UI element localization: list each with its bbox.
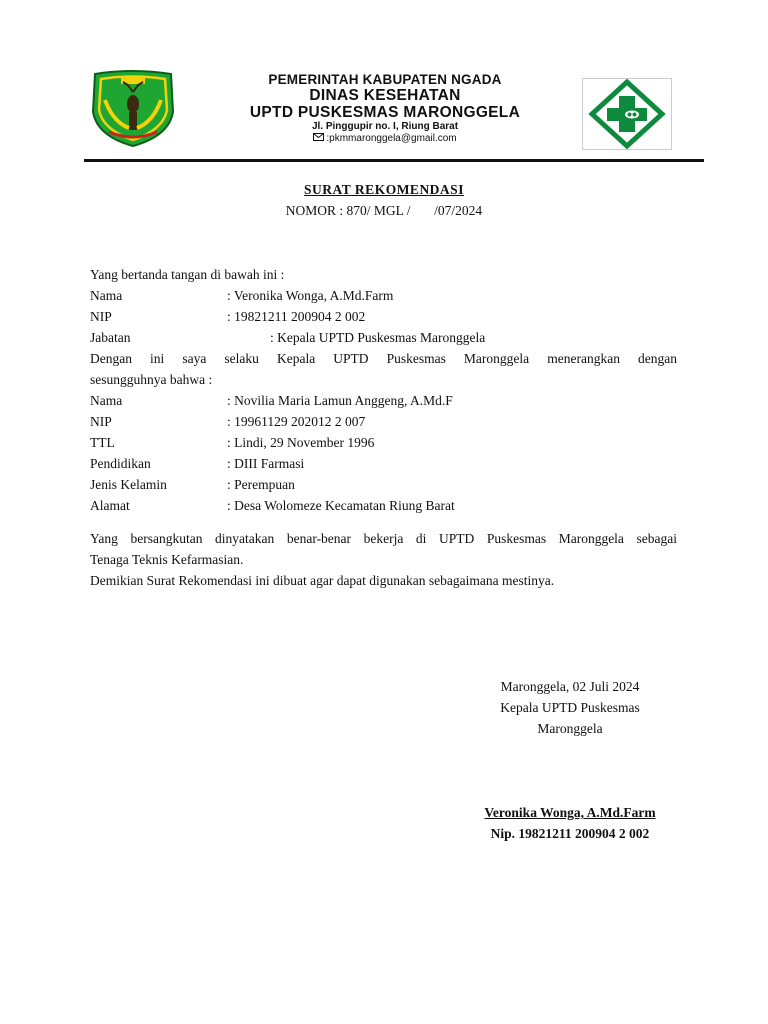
signer-name-label: Nama (90, 288, 123, 303)
regency-crest-icon (89, 70, 177, 148)
statement-line-2: sesungguhnya bahwa : (90, 372, 213, 387)
document-number: NOMOR : 870/ MGL / /07/2024 (285, 203, 483, 218)
signer-position-label: Jabatan (90, 330, 131, 345)
intro-text: Yang bertanda tangan di bawah ini : (90, 267, 285, 282)
letterhead-email: :pkmmaronggela@gmail.com (326, 133, 457, 144)
subject-address-value: : Desa Wolomeze Kecamatan Riung Barat (227, 498, 455, 513)
signature-name: Veronika Wonga, A.Md.Farm (484, 805, 656, 820)
letterhead-government: PEMERINTAH KABUPATEN NGADA (268, 72, 502, 87)
letterhead-institution: UPTD PUSKESMAS MARONGGELA (249, 104, 521, 121)
subject-name-label: Nama (90, 393, 123, 408)
subject-name-value: : Novilia Maria Lamun Anggeng, A.Md.F (227, 393, 453, 408)
subject-education-value: : DIII Farmasi (227, 456, 305, 471)
subject-gender-label: Jenis Kelamin (90, 477, 167, 492)
signature-place-date: Maronggela, 02 Juli 2024 (500, 679, 640, 694)
closing-line-1: Yang bersangkutan dinyatakan benar-benar bekerja di UPTD Puskesmas Maronggela sebagai (90, 531, 677, 546)
letterhead-email-row (180, 133, 590, 145)
closing-line-2: Tenaga Teknis Kefarmasian. (90, 552, 244, 567)
closing-line-3: Demikian Surat Rekomendasi ini dibuat agar dapat digunakan sebagaimana mestinya. (90, 573, 555, 588)
puskesmas-logo-icon (582, 78, 672, 150)
subject-ttl-label: TTL (90, 435, 115, 450)
signature-position-line-1: Kepala UPTD Puskesmas (500, 700, 640, 715)
signer-name-value: : Veronika Wonga, A.Md.Farm (227, 288, 394, 303)
subject-ttl-value: : Lindi, 29 November 1996 (227, 435, 375, 450)
subject-address-label: Alamat (90, 498, 130, 513)
signature-nip: Nip. 19821211 200904 2 002 (490, 826, 650, 841)
signer-nip-value: : 19821211 200904 2 002 (227, 309, 366, 324)
document-title: SURAT REKOMENDASI (304, 182, 464, 197)
letterhead-divider (84, 159, 704, 162)
subject-gender-value: : Perempuan (227, 477, 295, 492)
signature-position-line-2: Maronggela (537, 721, 603, 736)
letterhead-address: Jl. Pinggupir no. I, Riung Barat (311, 121, 459, 132)
letterhead-text (180, 72, 590, 145)
envelope-icon (313, 133, 324, 145)
subject-nip-label: NIP (90, 414, 112, 429)
subject-education-label: Pendidikan (90, 456, 151, 471)
statement-line-1: Dengan ini saya selaku Kepala UPTD Puskesmas Maronggela menerangkan dengan (90, 351, 677, 366)
signer-position-value: : Kepala UPTD Puskesmas Maronggela (270, 330, 486, 345)
subject-nip-value: : 19961129 202012 2 007 (227, 414, 366, 429)
signer-nip-label: NIP (90, 309, 112, 324)
letterhead-department: DINAS KESEHATAN (309, 87, 461, 104)
